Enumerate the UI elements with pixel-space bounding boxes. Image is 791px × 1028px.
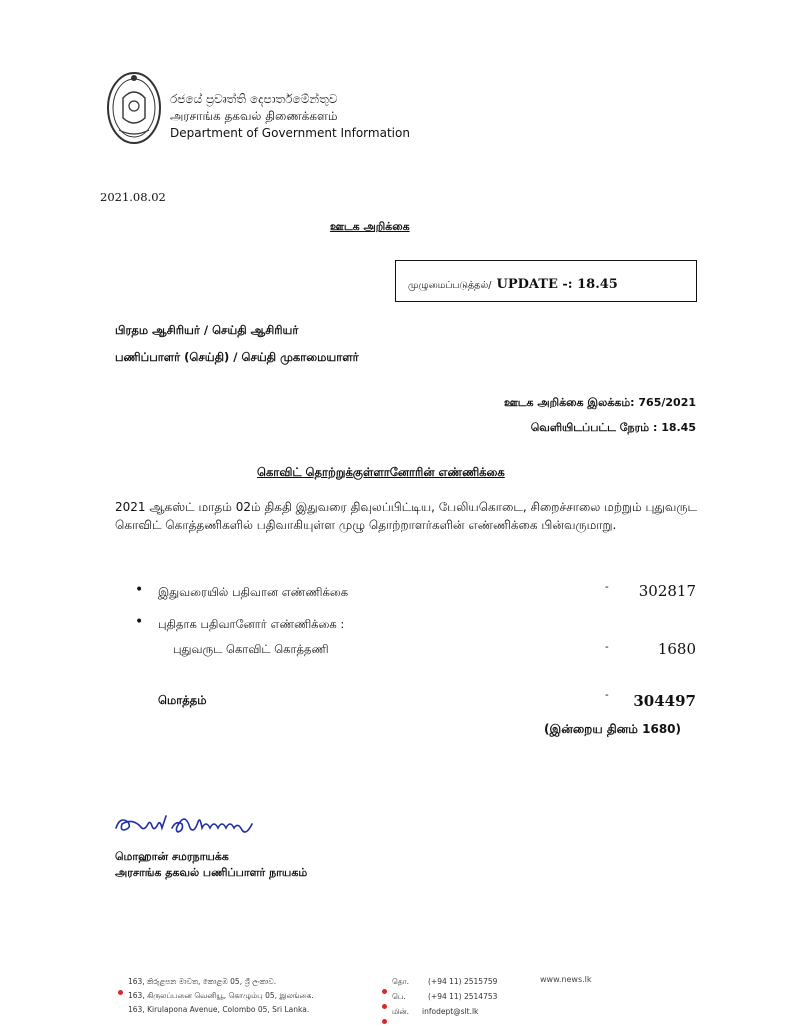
bullet-icon: • (135, 582, 144, 598)
fax-number: (+94 11) 2514753 (428, 992, 498, 1001)
registered-count-label: இதுவரையில் பதிவான எண்ணிக்கை (158, 585, 349, 599)
dash-separator: - (605, 580, 609, 593)
body-paragraph: 2021 ஆகஸ்ட் மாதம் 02ம் திகதி இதுவரை திவுலப்பிட்டிய, பேலியகொடை, சிறைச்சாலை மற்றும் புதுவருட கொவிட் கொத்தணிகளில் பதிவாகியுள்ள முழு தொற்றாளர்களின் எண்ணிக்கை பின்வருமாறு. (115, 500, 697, 532)
total-value: 304497 (633, 692, 696, 710)
footer-address-tamil: 163, கிருலப்பனை வெனியூ, கொழும்பு 05, இலங்கை. (128, 991, 314, 1000)
total-label: மொத்தம் (158, 693, 207, 707)
org-name-tamil: அரசாங்க தகவல் திணைக்களம் (170, 109, 338, 123)
dash-separator: - (605, 640, 609, 653)
cluster-value: 1680 (657, 640, 696, 658)
org-name-sinhala: රජයේ ප්‍රවෘත්ති දෙපාර්තමේන්තුව (170, 92, 338, 106)
section-heading: கொவிட் தொற்றுக்குள்ளானோரின் எண்ணிக்கை (257, 465, 505, 479)
release-number: ஊடக அறிக்கை இலக்கம்: 765/2021 (503, 396, 696, 409)
document-title: ஊடக அறிக்கை (330, 220, 410, 233)
document-date: 2021.08.02 (100, 190, 166, 204)
update-box (395, 260, 697, 302)
cluster-label: புதுவருட கொவிட் கொத்தணி (173, 642, 329, 656)
fax-label: பெ. (392, 992, 406, 1001)
footer-address-english: 163, Kirulapona Avenue, Colombo 05, Sri Lanka. (128, 1005, 310, 1014)
phone-label: தொ. (392, 977, 410, 986)
update-label: UPDATE -: 18.45 (496, 277, 618, 292)
website-link[interactable]: www.news.lk (540, 975, 592, 984)
bullet-icon: • (135, 614, 144, 630)
dash-separator: - (605, 688, 609, 701)
email-label: மின். (392, 1007, 410, 1016)
addressee-line-2: பணிப்பாளர் (செய்தி) / செய்தி முகாமையாளர் (115, 350, 359, 364)
update-prefix: முழுமைப்படுத்தல்/ (408, 280, 492, 291)
footer-address-sinhala: 163, කිරුළපන මාවත, කොළඹ 05, ශ්‍රී ලංකාව. (128, 977, 277, 986)
government-emblem-icon (105, 68, 163, 146)
registered-count-value: 302817 (638, 582, 696, 600)
signer-name: மொஹான் சமரநாயக்க (115, 850, 229, 863)
footer-bullet-icon (118, 980, 123, 999)
new-count-label: புதிதாக பதிவானோர் எண்ணிக்கை : (158, 617, 345, 631)
today-count: (இன்றைய தினம் 1680) (544, 722, 681, 736)
signer-title: அரசாங்க தகவல் பணிப்பாளர் நாயகம் (115, 866, 308, 879)
email-address[interactable]: infodept@slt.lk (422, 1007, 479, 1016)
addressee-line-1: பிரதம ஆசிரியர் / செய்தி ஆசிரியர் (115, 323, 299, 337)
release-time: வெளியிடப்பட்ட நேரம் : 18.45 (530, 421, 696, 434)
signature-image (112, 810, 287, 842)
phone-number: (+94 11) 2515759 (428, 977, 498, 986)
org-name-english: Department of Government Information (170, 126, 410, 140)
email-icon (382, 1009, 387, 1028)
